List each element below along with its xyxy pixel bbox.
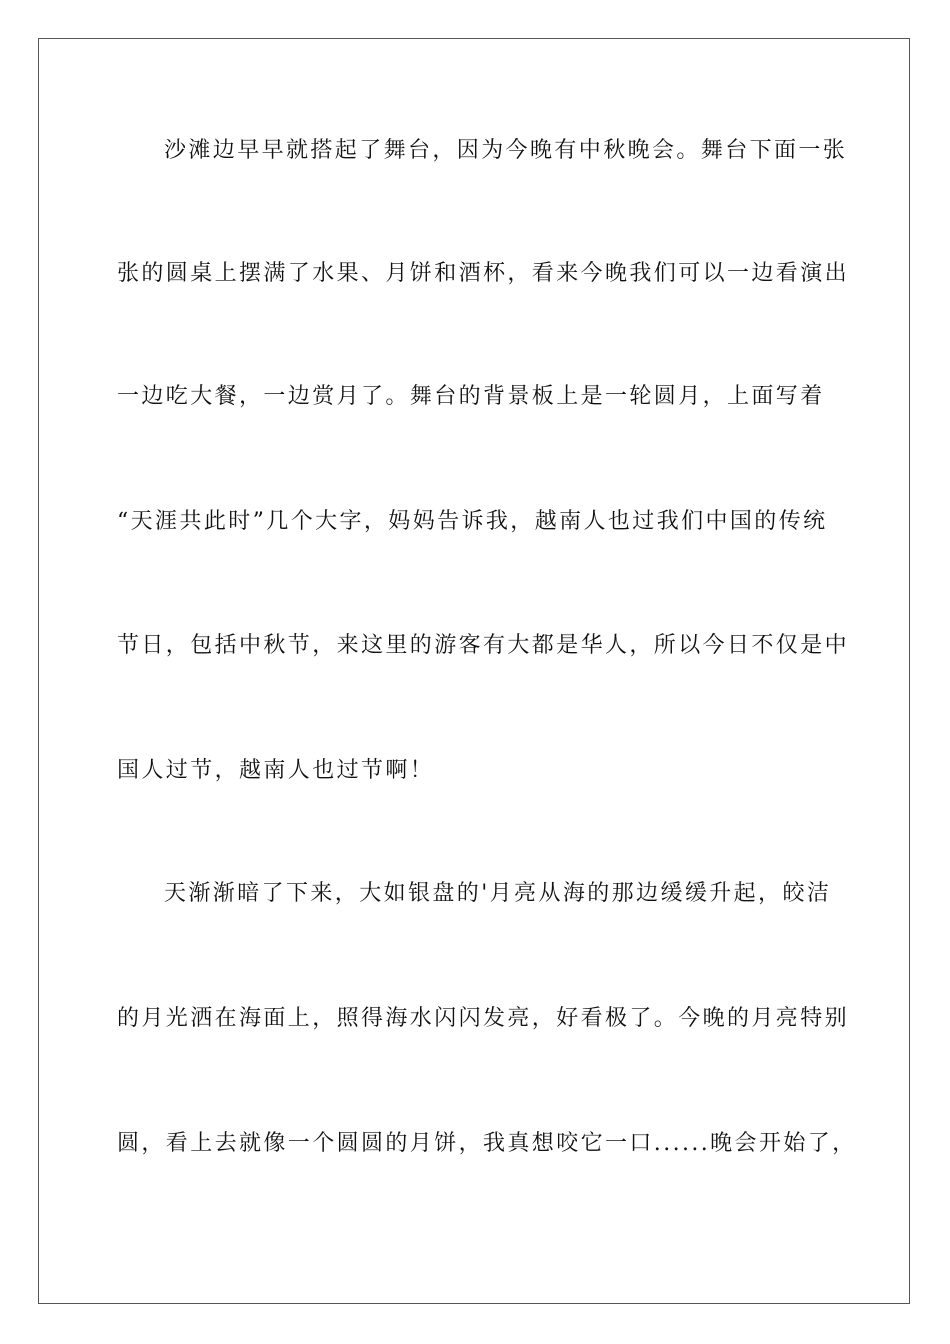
paragraph-1-line-5: 节日，包括中秋节，来这里的游客有大都是华人，所以今日不仅是中	[117, 633, 850, 658]
page-border	[38, 38, 910, 1304]
paragraph-1-line-1: 沙滩边早早就搭起了舞台，因为今晚有中秋晚会。舞台下面一张	[164, 138, 848, 163]
paragraph-1-line-2: 张的圆桌上摆满了水果、月饼和酒杯，看来今晚我们可以一边看演出	[117, 261, 850, 286]
paragraph-2-line-3: 圆，看上去就像一个圆圆的月饼，我真想咬它一口......晚会开始了，	[117, 1131, 857, 1156]
paragraph-1-line-4: “天涯共此时”几个大字，妈妈告诉我，越南人也过我们中国的传统	[117, 509, 828, 534]
paragraph-1-line-3: 一边吃大餐，一边赏月了。舞台的背景板上是一轮圆月，上面写着	[117, 384, 825, 409]
paragraph-2-line-2: 的月光洒在海面上，照得海水闪闪发亮，好看极了。今晚的月亮特别	[117, 1006, 850, 1031]
paragraph-2-line-1: 天渐渐暗了下来，大如银盘的'月亮从海的那边缓缓升起，皎洁	[164, 881, 832, 906]
paragraph-1-line-6: 国人过节，越南人也过节啊！	[117, 758, 435, 783]
